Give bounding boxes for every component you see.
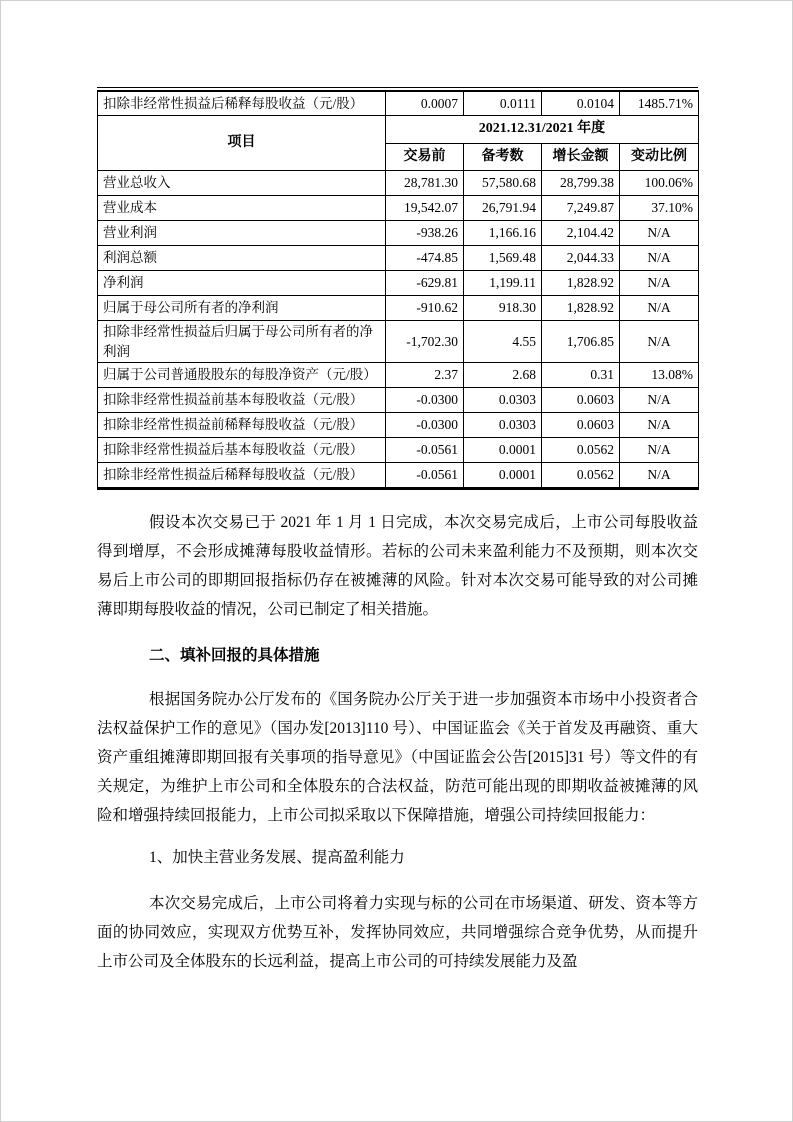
cell-value: 2.68 bbox=[464, 363, 542, 388]
cell-value: N/A bbox=[620, 321, 699, 363]
cell-value: 0.0303 bbox=[464, 388, 542, 413]
cell-value: -629.81 bbox=[386, 271, 464, 296]
table-row bbox=[98, 463, 699, 489]
column-header-change-ratio: 变动比例 bbox=[620, 144, 699, 171]
cell-value: 0.0001 bbox=[464, 438, 542, 463]
cell-value: 1,706.85 bbox=[542, 321, 620, 363]
column-header-pre-transaction: 交易前 bbox=[386, 144, 464, 171]
cell-value: -0.0300 bbox=[386, 388, 464, 413]
cell-value: N/A bbox=[620, 438, 699, 463]
cell-value: 0.0111 bbox=[464, 91, 542, 116]
row-label: 利润总额 bbox=[98, 246, 386, 271]
cell-value: N/A bbox=[620, 246, 699, 271]
row-label: 扣除非经常性损益后稀释每股收益（元/股） bbox=[98, 463, 386, 489]
cell-value: 1,199.11 bbox=[464, 271, 542, 296]
cell-value: -474.85 bbox=[386, 246, 464, 271]
table-row bbox=[98, 196, 699, 221]
row-label: 营业总收入 bbox=[98, 171, 386, 196]
cell-value: N/A bbox=[620, 463, 699, 489]
paragraph-dilution-assumption: 假设本次交易已于 2021 年 1 月 1 日完成，本次交易完成后，上市公司每股收益得到增厚，不会形成摊薄每股收益情形。若标的公司未来盈利能力不及预期，则本次交易后上市公司的即期回报指标仍存在被摊薄的风险。针对本次交易可能导致的对公司摊薄即期每股收益的情况，公司已制定了相关措施。 bbox=[97, 514, 698, 619]
cell-value: 13.08% bbox=[620, 363, 699, 388]
cell-value: 0.0562 bbox=[542, 463, 620, 489]
cell-value: -0.0561 bbox=[386, 463, 464, 489]
table-row bbox=[98, 321, 699, 363]
cell-value: 57,580.68 bbox=[464, 171, 542, 196]
cell-value: 0.0007 bbox=[386, 91, 464, 116]
cell-value: 1,166.16 bbox=[464, 221, 542, 246]
cell-value: 0.0562 bbox=[542, 438, 620, 463]
cell-value: -0.0300 bbox=[386, 413, 464, 438]
cell-value: 37.10% bbox=[620, 196, 699, 221]
cell-value: 100.06% bbox=[620, 171, 699, 196]
cell-value: 1,828.92 bbox=[542, 296, 620, 321]
table-header-row-period bbox=[98, 116, 699, 144]
cell-value: 2,104.42 bbox=[542, 221, 620, 246]
body-text bbox=[97, 508, 698, 976]
cell-value: 0.0603 bbox=[542, 413, 620, 438]
cell-value: 0.31 bbox=[542, 363, 620, 388]
column-header-period: 2021.12.31/2021 年度 bbox=[386, 116, 699, 144]
row-label: 扣除非经常性损益前稀释每股收益（元/股） bbox=[98, 413, 386, 438]
table-row bbox=[98, 296, 699, 321]
cell-value: 0.0001 bbox=[464, 463, 542, 489]
paragraph-regulations: 根据国务院办公厅发布的《国务院办公厅关于进一步加强资本市场中小投资者合法权益保护工作的意见》（国办发[2013]110 号）、中国证监会《关于首发及再融资、重大资产重组摊薄即期回报有关事项的指导意见》（中国证监会公告[2015]31 号）等文件的有关规定，为维护上市公司和全体股东的合法权益，防范可能出现的即期收益被摊薄的风险和增强持续回报能力，上市公司拟采取以下保障措施，增强公司持续回报能力： bbox=[97, 691, 698, 825]
comparison-table-body bbox=[98, 171, 699, 489]
table-row bbox=[98, 413, 699, 438]
column-header-item: 项目 bbox=[98, 116, 386, 171]
cell-value: -0.0561 bbox=[386, 438, 464, 463]
cell-value: 28,781.30 bbox=[386, 171, 464, 196]
table-top-rule bbox=[97, 87, 698, 88]
cell-value: 2,044.33 bbox=[542, 246, 620, 271]
row-label: 扣除非经常性损益前基本每股收益（元/股） bbox=[98, 388, 386, 413]
row-label: 营业成本 bbox=[98, 196, 386, 221]
table-row bbox=[98, 388, 699, 413]
cell-value: -1,702.30 bbox=[386, 321, 464, 363]
row-label: 扣除非经常性损益后稀释每股收益（元/股） bbox=[98, 91, 386, 116]
table-row bbox=[98, 91, 699, 116]
row-label: 归属于母公司所有者的净利润 bbox=[98, 296, 386, 321]
cell-value: 1485.71% bbox=[620, 91, 699, 116]
paragraph-synergy: 本次交易完成后，上市公司将着力实现与标的公司在市场渠道、研发、资本等方面的协同效应，实现双方优势互补，发挥协同效应，共同增强综合竞争优势，从而提升上市公司及全体股东的长远利益，提高上市公司的可持续发展能力及盈 bbox=[97, 895, 698, 971]
row-label: 扣除非经常性损益后归属于母公司所有者的净利润 bbox=[98, 321, 386, 363]
subheading-main-business: 1、加快主营业务发展、提高盈利能力 bbox=[149, 849, 405, 867]
column-header-pro-forma: 备考数 bbox=[464, 144, 542, 171]
cell-value: N/A bbox=[620, 413, 699, 438]
column-header-growth-amount: 增长金额 bbox=[542, 144, 620, 171]
page-content bbox=[97, 87, 698, 976]
row-label: 归属于公司普通股股东的每股净资产（元/股） bbox=[98, 363, 386, 388]
row-label: 净利润 bbox=[98, 271, 386, 296]
cell-value: N/A bbox=[620, 271, 699, 296]
cell-value: 0.0603 bbox=[542, 388, 620, 413]
cell-value: 26,791.94 bbox=[464, 196, 542, 221]
cell-value: 28,799.38 bbox=[542, 171, 620, 196]
table-row bbox=[98, 171, 699, 196]
cell-value: N/A bbox=[620, 296, 699, 321]
cell-value: N/A bbox=[620, 388, 699, 413]
row-label: 营业利润 bbox=[98, 221, 386, 246]
cell-value: 1,828.92 bbox=[542, 271, 620, 296]
table-row bbox=[98, 363, 699, 388]
row-label: 扣除非经常性损益后基本每股收益（元/股） bbox=[98, 438, 386, 463]
cell-value: 4.55 bbox=[464, 321, 542, 363]
cell-value: 0.0104 bbox=[542, 91, 620, 116]
table-row bbox=[98, 271, 699, 296]
cell-value: 0.0303 bbox=[464, 413, 542, 438]
table-row bbox=[98, 438, 699, 463]
cell-value: -938.26 bbox=[386, 221, 464, 246]
cell-value: 19,542.07 bbox=[386, 196, 464, 221]
cell-value: 2.37 bbox=[386, 363, 464, 388]
table-row bbox=[98, 246, 699, 271]
cell-value: 1,569.48 bbox=[464, 246, 542, 271]
cell-value: N/A bbox=[620, 221, 699, 246]
comparison-table-continued bbox=[98, 91, 699, 116]
financial-comparison-table bbox=[97, 90, 699, 490]
cell-value: 7,249.87 bbox=[542, 196, 620, 221]
cell-value: 918.30 bbox=[464, 296, 542, 321]
cell-value: -910.62 bbox=[386, 296, 464, 321]
section-heading-measures: 二、填补回报的具体措施 bbox=[149, 647, 320, 665]
table-row bbox=[98, 221, 699, 246]
